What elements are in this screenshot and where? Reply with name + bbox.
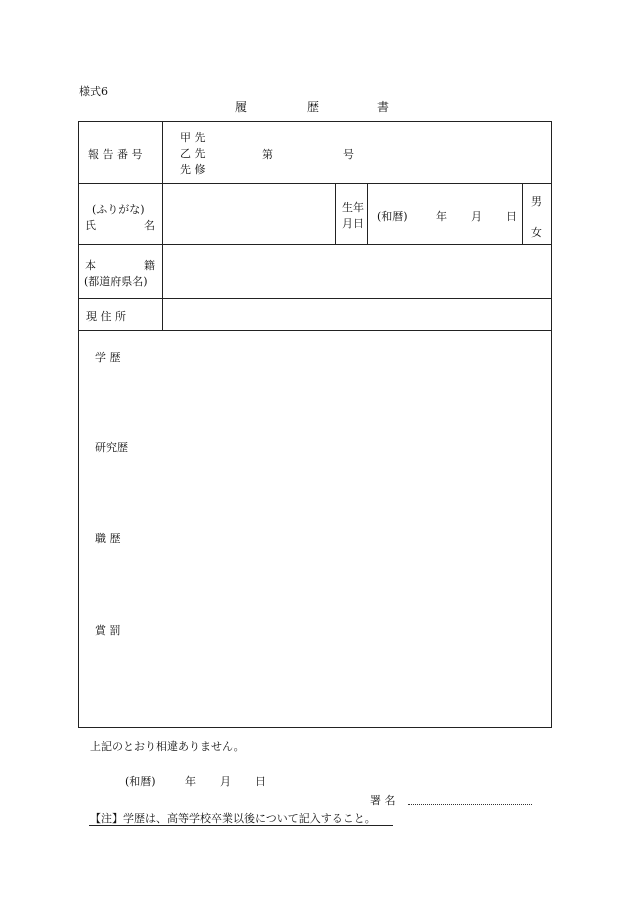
report-type-senshu: 先 修 (180, 163, 206, 176)
sex-female[interactable]: 女 (531, 226, 542, 239)
sex-male[interactable]: 男 (531, 195, 542, 208)
table-top-border (78, 121, 552, 122)
sex-column-divider (522, 183, 523, 245)
honseki-label-hon: 本 (85, 259, 96, 272)
table-bottom-border (78, 727, 552, 728)
row-divider-2 (78, 244, 552, 245)
birth-year: 年 (436, 210, 447, 223)
signature-field[interactable] (408, 803, 532, 805)
education-label: 学 歴 (95, 351, 121, 364)
note-text: 【注】学歴は、高等学校卒業以後について記入すること。 (90, 812, 376, 825)
table-left-border (78, 121, 79, 728)
furigana-label: (ふりがな) (92, 203, 145, 216)
name-label-shi: 氏 (85, 219, 96, 232)
address-field[interactable] (164, 300, 550, 329)
title-char-3: 書 (377, 100, 390, 114)
birth-label-bottom: 月日 (342, 217, 364, 230)
form-code: 様式6 (79, 85, 108, 98)
signature-label: 署 名 (370, 794, 396, 807)
table-right-border (551, 121, 552, 728)
birth-label-top: 生年 (342, 201, 364, 214)
footer-date-month: 月 (220, 775, 231, 788)
birth-date-field[interactable] (369, 185, 521, 243)
honseki-sub-label: (都道府県名) (84, 275, 148, 288)
honseki-field[interactable] (164, 246, 550, 297)
research-label: 研究歴 (95, 441, 128, 454)
birth-value-left-divider (367, 183, 368, 245)
title-char-2: 歴 (307, 100, 320, 114)
declaration-text: 上記のとおり相違ありません。 (90, 740, 245, 753)
report-dai: 第 (262, 148, 273, 161)
row-divider-3 (78, 298, 552, 299)
row-divider-1 (78, 183, 552, 184)
birth-month: 月 (471, 210, 482, 223)
honseki-label-seki: 籍 (144, 259, 155, 272)
report-number-label: 報 告 番 号 (88, 148, 143, 161)
work-label: 職 歴 (95, 532, 121, 545)
report-go: 号 (343, 148, 354, 161)
report-number-field[interactable] (195, 143, 335, 161)
birth-label-left-divider (335, 183, 336, 245)
birth-day: 日 (506, 210, 517, 223)
address-label: 現 住 所 (86, 310, 126, 323)
label-column-divider (162, 121, 163, 331)
birth-era: (和暦) (377, 210, 408, 223)
name-field[interactable] (164, 185, 334, 243)
report-type-kou: 甲 先 (180, 131, 206, 144)
title-char-1: 履 (235, 100, 248, 114)
name-label-mei: 名 (144, 219, 155, 232)
note-underline (89, 825, 393, 826)
footer-date-day: 日 (255, 775, 266, 788)
footer-date-era: (和暦) (125, 775, 156, 788)
footer-date-year: 年 (185, 775, 196, 788)
history-field[interactable] (140, 335, 548, 723)
awards-label: 賞 罰 (95, 624, 121, 637)
report-type-otsu: 乙 先 (180, 147, 206, 160)
row-divider-4 (78, 330, 552, 331)
